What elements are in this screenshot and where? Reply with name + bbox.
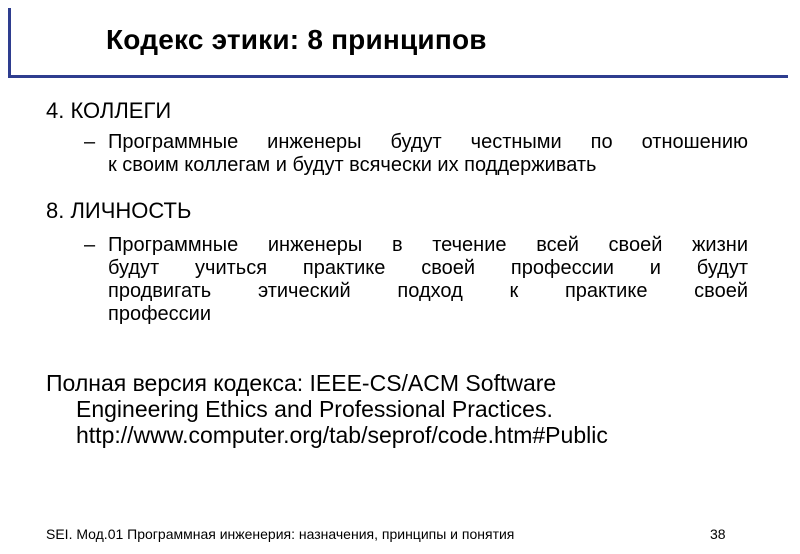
bullet-text [108, 234, 748, 326]
reference-line: Engineering Ethics and Professional Practices. [76, 396, 553, 422]
bullet-line: Программные инженеры в течение всей своей жизни [108, 234, 748, 256]
bullet-dash: – [84, 234, 96, 256]
reference-block [46, 370, 746, 448]
bullet-line: профессии [108, 303, 211, 325]
section-heading-colleagues: 4. КОЛЛЕГИ [46, 98, 172, 123]
bullet-line: к своим коллегам и будут всячески их поддерживать [108, 154, 597, 176]
bullet-text [108, 131, 748, 177]
title-accent-bar [8, 8, 11, 78]
page-number: 38 [710, 526, 726, 542]
bullet-line: будут учиться практике своей профессии и будут [108, 257, 748, 279]
section-heading-self: 8. ЛИЧНОСТЬ [46, 198, 192, 223]
slide-title: Кодекс этики: 8 принципов [106, 24, 487, 55]
reference-url[interactable]: http://www.computer.org/tab/seprof/code.htm#Public [76, 422, 608, 448]
bullet-line: Программные инженеры будут честными по отношению [108, 131, 748, 153]
reference-line: Полная версия кодекса: IEEE-CS/ACM Software [46, 370, 557, 396]
footer-text: SEI. Мод.01 Программная инженерия: назначения, принципы и понятия [46, 526, 515, 542]
bullet-dash: – [84, 131, 96, 153]
title-underline [8, 75, 788, 78]
bullet-line: продвигать этический подход к практике своей [108, 280, 748, 302]
